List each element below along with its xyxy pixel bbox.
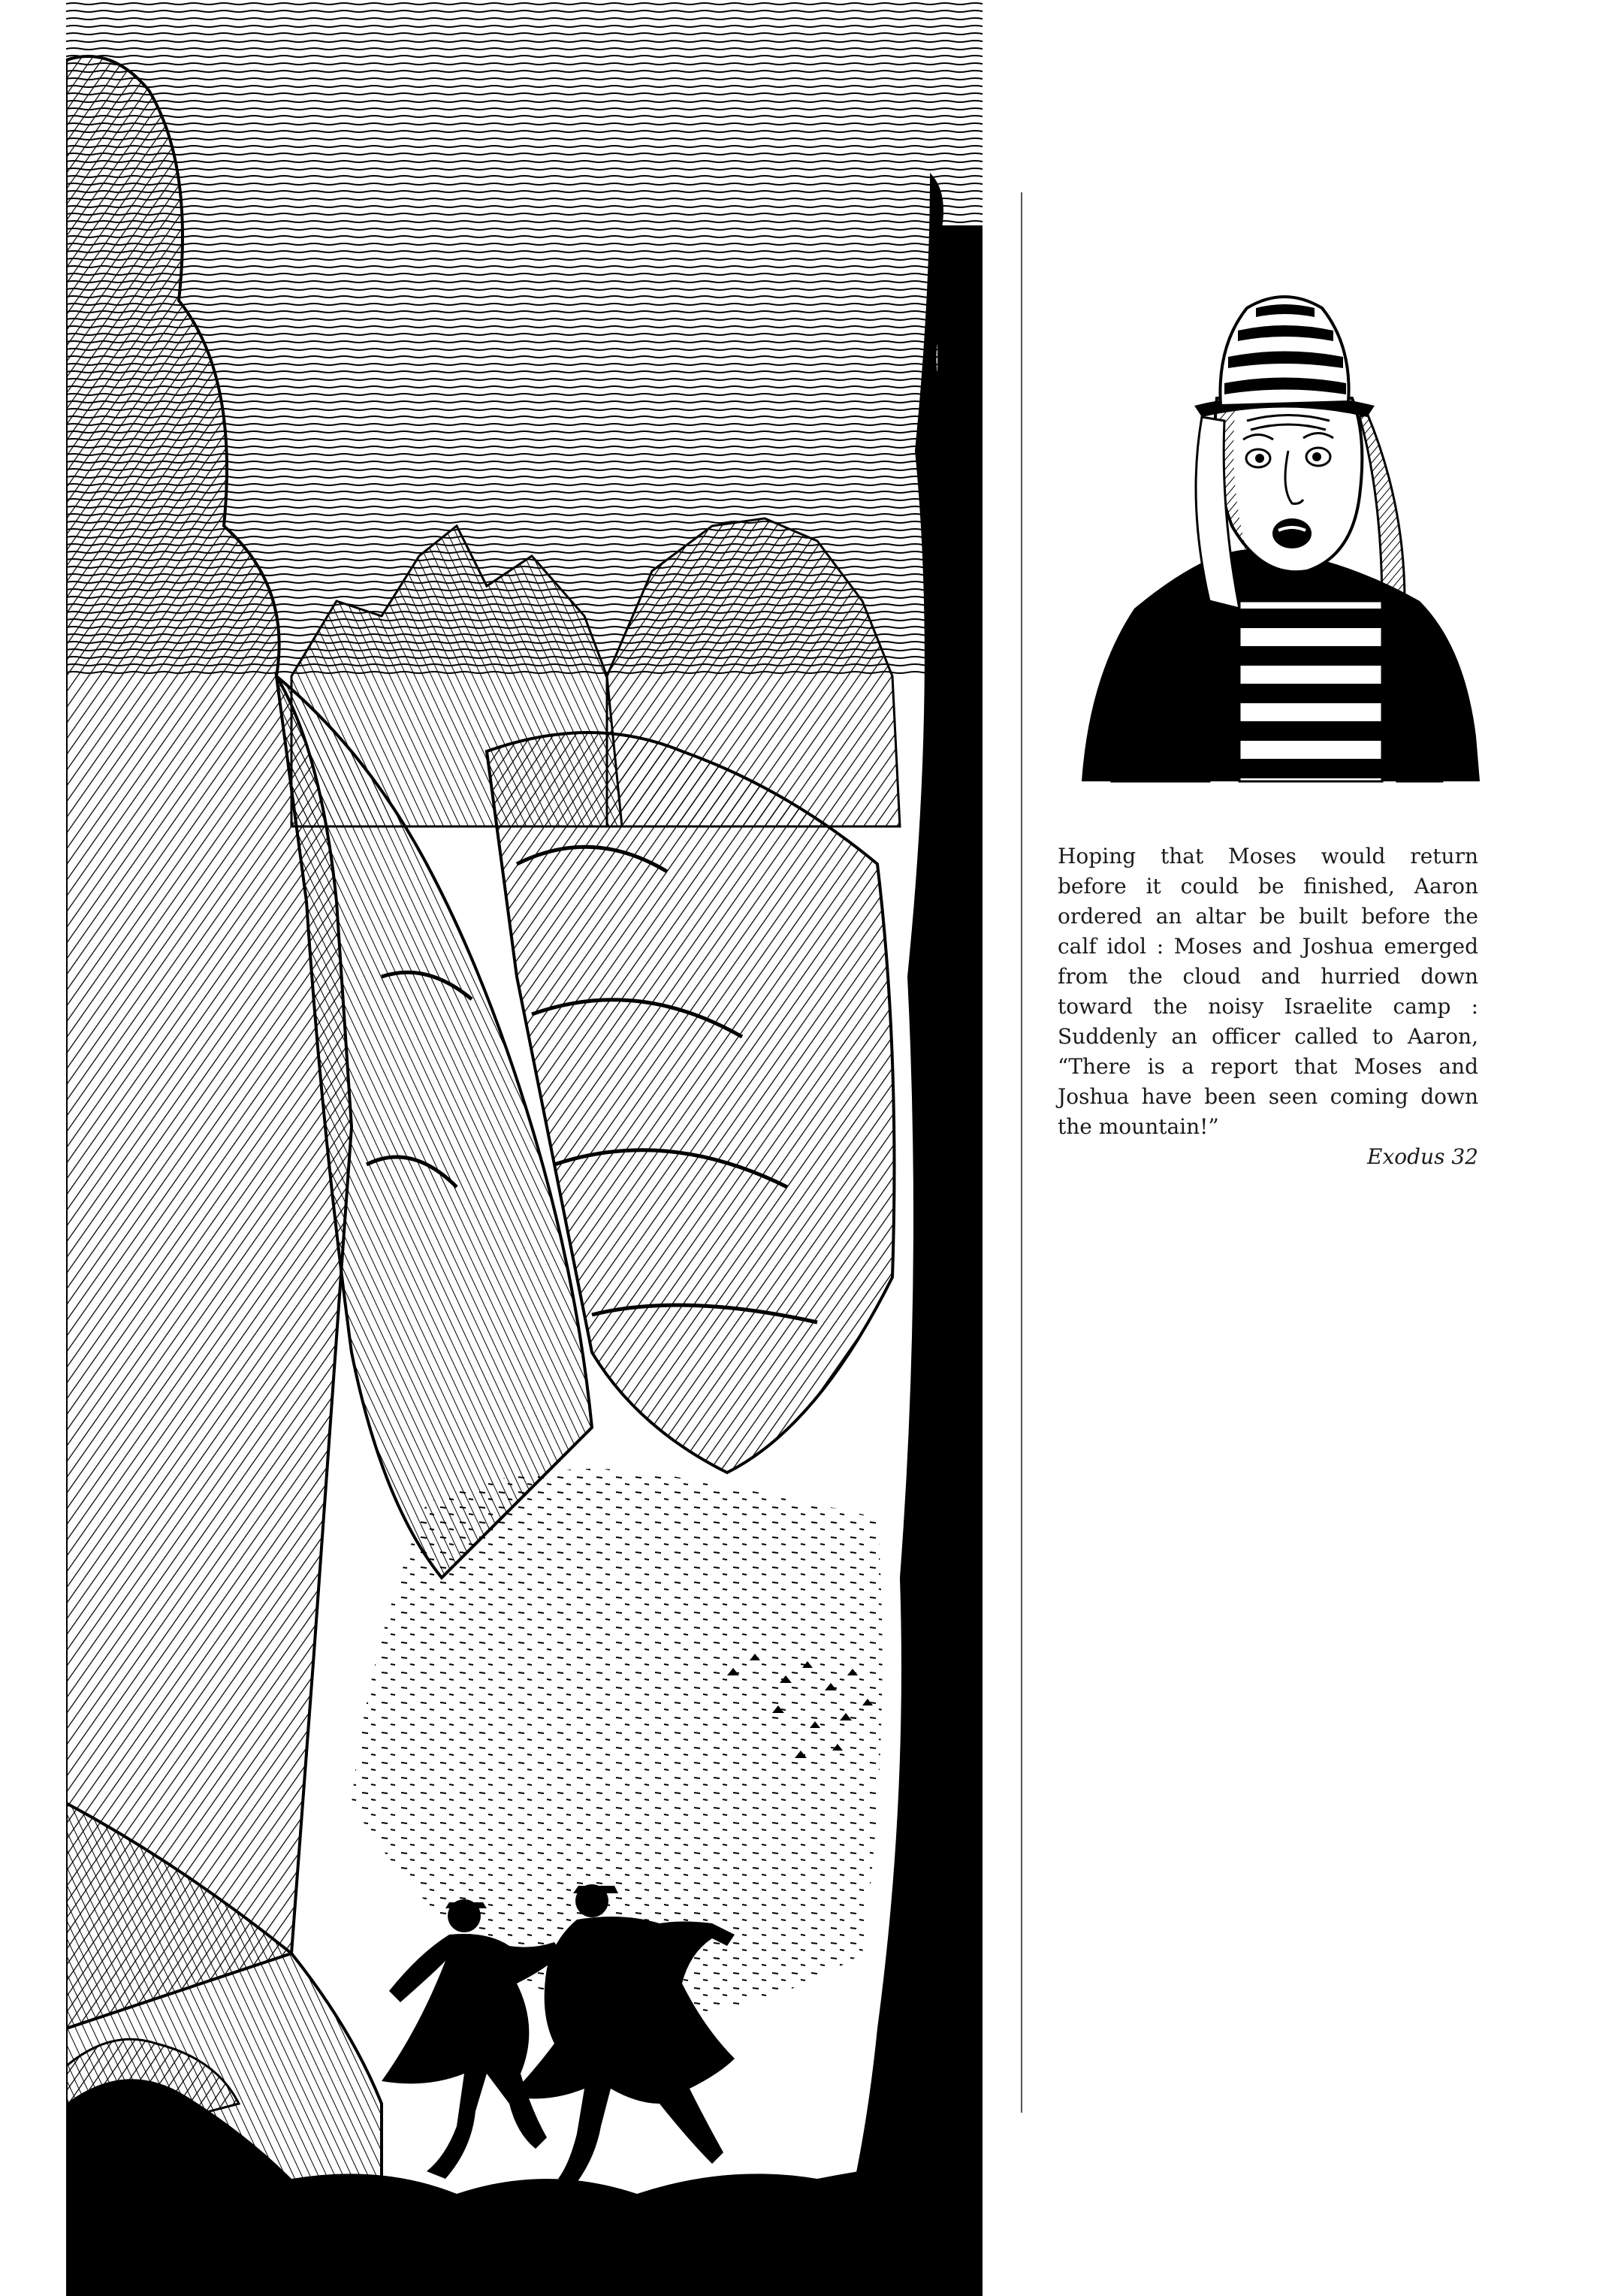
caption-block [1058, 841, 1478, 1172]
striped-hat [1194, 297, 1375, 417]
caption-text: Hoping that Moses would return before it could be finished, Aaron ordered an altar be built before the calf idol : Moses and Joshua emerged from the cloud and hurried down toward the noisy Israelite camp : Suddenly an officer called to Aaron, “There is a report that Moses and Joshua have been seen coming down the mountain!” [1058, 844, 1478, 1139]
aaron-portrait-illustration [1067, 255, 1495, 796]
striped-shirt [1239, 601, 1382, 781]
vertical-divider [1021, 192, 1022, 2113]
scripture-reference: Exodus 32 [1367, 1144, 1478, 1169]
mountain-canyon-illustration [66, 0, 983, 2296]
